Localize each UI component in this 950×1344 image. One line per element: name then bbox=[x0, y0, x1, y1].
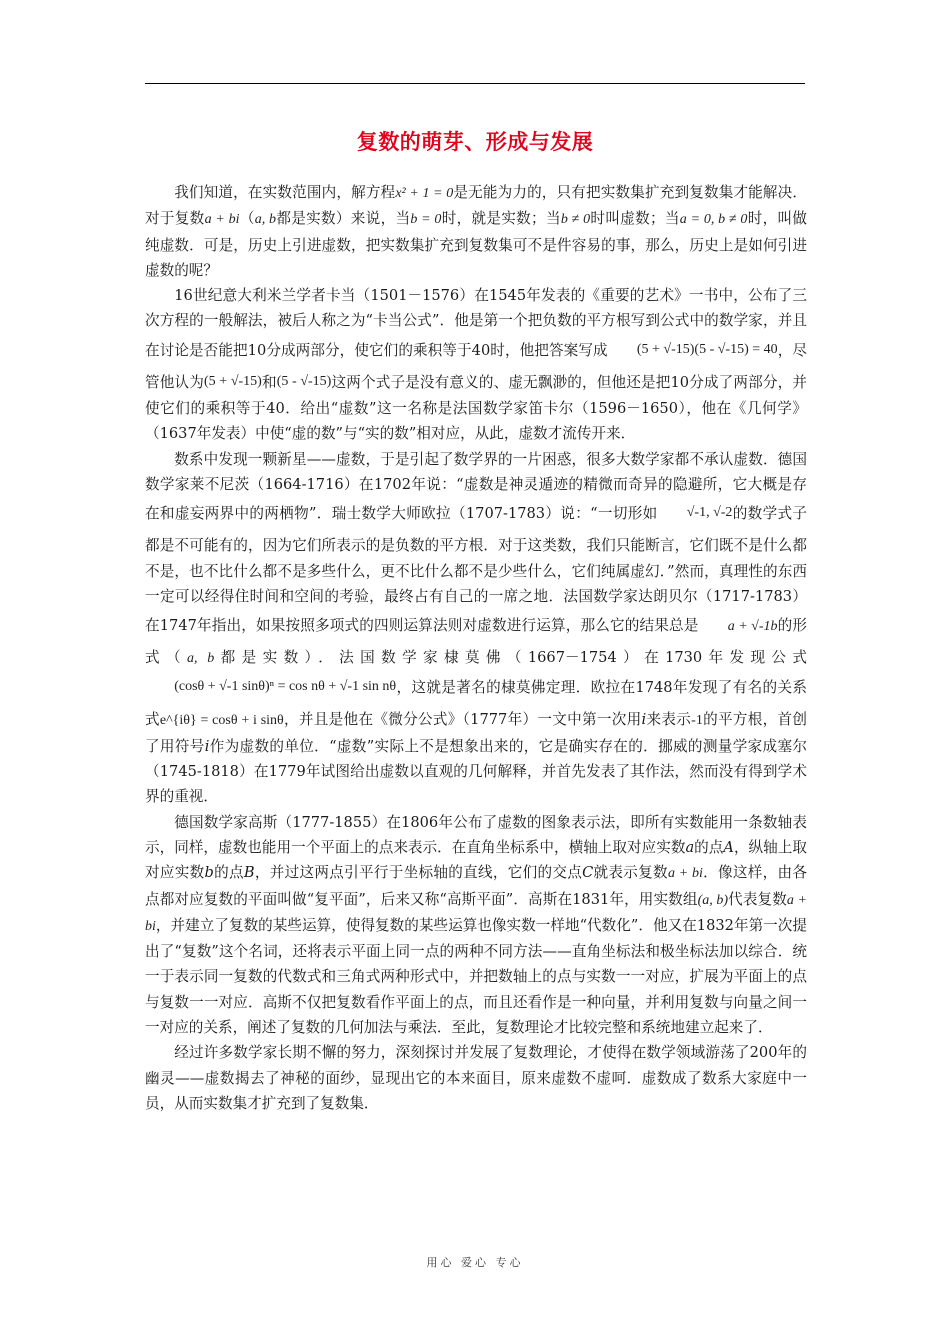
header-rule bbox=[145, 83, 805, 84]
condition-pure-imaginary: a = 0, b ≠ 0 bbox=[679, 212, 748, 228]
variables-a-b: a, b bbox=[186, 651, 215, 667]
condition-b-nonzero: b ≠ 0 bbox=[560, 212, 591, 228]
text: 数系中发现一颗新星——虚数，于是引起了数学界的一片困惑，很多大数学家都不承认虚数．德国数学家莱不尼茨（1664-1716）在1702年说：“虚数是神灵遁迹的精微而奇异的隐避所，它大概是存在和虚妄两界中的两栖物”．瑞士数学大师欧拉（1707-1783）说：“一切形如 bbox=[145, 450, 807, 523]
text: ，并且是他在《微分公式》（1777年）一文中第一次用 bbox=[283, 711, 642, 729]
text: 就表示复数 bbox=[593, 864, 668, 882]
text: 经过许多数学家长期不懈的努力，深刻探讨并发展了复数理论，才使得在数学领域游荡了200年的幽灵——虚数揭去了神秘的面纱，显现出它的本来面目，原来虚数不虚呵．虚数成了数系大家庭中一员，从而实数集才扩充到了复数集． bbox=[145, 1044, 807, 1112]
condition-b-zero: b = 0 bbox=[410, 212, 442, 228]
text: 都是实数）．法国数学家棣莫佛（1667－1754）在1730年发现公式 bbox=[214, 649, 807, 667]
symbol-i: i bbox=[641, 711, 647, 729]
point-A: A bbox=[723, 838, 734, 856]
paragraph-1 bbox=[145, 172, 807, 283]
text: 代表复数 bbox=[728, 890, 787, 908]
text: ，并过这两点引平行于坐标轴的直线，它们的交点 bbox=[254, 864, 583, 882]
text: 是无能为力的，只有把实数集扩充到复数集才能解决．对于复数 bbox=[145, 184, 807, 228]
text: 的数学式子都是不可能有的，因为它们所表示的是负数的平方根．对于这类数，我们只能断言，它们既不是什么都不是，也不比什么都不是多些什么，更不比什么都不是少些什么，它们纯属虚幻．”然而，真理性的东西一定可以经得住时间和空间的考验，最终占有自己的一席之地．法国数学家达朗贝尔（1717-1783）在1747年指出，如果按照多项式的四则运算法则对虚数进行运算，那么它的结果总是 bbox=[145, 505, 807, 635]
text: 我们知道，在实数范围内，解方程 bbox=[174, 184, 396, 201]
text: 这两个式子是没有意义的、虚无飘渺的，但他还是把10分成了两部分，并使它们的乘积等于40．给出“虚数”这一名称是法国数学家笛卡尔（1596－1650），他在《几何学》（1637年发表）中使“虚的数”与“实的数”相对应，从此，虚数才流传开来． bbox=[145, 373, 807, 443]
text: ．像这样，由各点都对应复数的平面叫做“复平面”，后来又称“高斯平面”．高斯在1831年，用实数组 bbox=[145, 864, 807, 908]
point-B: B bbox=[243, 864, 255, 882]
variables-a-b: a, b bbox=[254, 212, 277, 228]
expression-5-minus-root: (5 - √-15) bbox=[276, 373, 332, 389]
page-footer: 用心 爱心 专心 bbox=[426, 1256, 524, 1269]
euler-formula: e^{iθ} = cosθ + i sinθ bbox=[159, 713, 284, 729]
text: ，纵轴上取对应实数 bbox=[145, 838, 807, 882]
cardano-equation: (5 + √-15)(5 - √-15) = 40 bbox=[636, 341, 778, 357]
text: 来表示 bbox=[646, 711, 692, 729]
symbol-i: i bbox=[204, 737, 210, 755]
text: 16世纪意大利米兰学者卡当（1501－1576）在1545年发表的《重要的艺术》一书中，公布了三次方程的一般解法，被后人称之为“卡当公式”．他是第一个把负数的平方根写到公式中的数学家，并且在讨论是否能把10分成两部分，使它们的乘积等于40时，他把答案写成 bbox=[145, 287, 807, 359]
document-body bbox=[145, 172, 807, 1116]
text: 德国数学家高斯（1777-1855）在1806年公布了虚数的图象表示法，即所有实数能用一条数轴表示，同样，虚数也能用一个平面上的点来表示．在直角坐标系中，横轴上取对应实数 bbox=[145, 813, 807, 856]
form-a-root-b: a + √-1b bbox=[727, 619, 778, 635]
paragraph-2 bbox=[145, 283, 807, 446]
complex-number-a-bi: a + bi bbox=[145, 892, 807, 934]
text: 的点 bbox=[694, 838, 724, 856]
text: ，这就是著名的棣莫佛定理．欧拉在1748年发现了有名的关系式 bbox=[145, 679, 807, 729]
point-C: C bbox=[582, 864, 594, 882]
paragraph-3 bbox=[145, 447, 807, 810]
de-moivre-formula: (cosθ + √-1 sinθ)ⁿ = cos nθ + √-1 sin nθ bbox=[174, 679, 397, 695]
text: 时叫虚数；当 bbox=[590, 210, 680, 228]
complex-number-a-bi: a + bi bbox=[667, 866, 703, 882]
text: 和 bbox=[261, 373, 277, 391]
expression-5-plus-root: (5 + √-15) bbox=[203, 373, 262, 389]
complex-number-a-bi: a + bi bbox=[204, 212, 240, 228]
symbol-b: b bbox=[204, 864, 214, 882]
symbol-a: a bbox=[685, 838, 695, 856]
roots-expression: √-1, √-2 bbox=[686, 505, 733, 521]
paragraph-4 bbox=[145, 810, 807, 1041]
text: 作为虚数的单位．“虚数”实际上不是想象出来的，它是确实存在的．挪威的测量学家成塞尔（1745-1818）在1779年试图给出虚数以直观的几何解释，并首先发表了其作法，然而没有得到学术界的重视． bbox=[145, 737, 807, 806]
text: 都是实数）来说，当 bbox=[276, 210, 411, 228]
real-pair: (a, b) bbox=[697, 892, 729, 908]
text: 的平方根，首创了用符号 bbox=[145, 711, 807, 755]
text: 的形式（ bbox=[145, 617, 807, 667]
text: （ bbox=[239, 210, 255, 228]
text: 时，就是实数；当 bbox=[441, 210, 561, 228]
text: ，并建立了复数的某些运算，使得复数的某些运算也像实数一样地“代数化”．他又在1832年第一次提出了“复数”这个名词，还将表示平面上同一点的两种不同方法——直角坐标法和极坐标法加以综合．统一于表示同一复数的代数式和三角式两种形式中，并把数轴上的点与实数一一对应，扩展为平面上的点与复数一一对应．高斯不仅把复数看作平面上的点，而且还看作是一种向量，并利用复数与向量之间一一对应的关系，阐述了复数的几何加法与乘法．至此，复数理论才比较完整和系统地建立起来了． bbox=[145, 916, 807, 1037]
text: 时，叫做纯虚数．可是，历史上引进虚数，把实数集扩充到复数集可不是件容易的事，那么，历史上是如何引进虚数的呢？ bbox=[145, 210, 807, 279]
text: ，尽管他认为 bbox=[145, 341, 807, 391]
equation-x2-plus-1: x² + 1 = 0 bbox=[395, 186, 454, 201]
paragraph-5 bbox=[145, 1040, 807, 1116]
text: 的点 bbox=[213, 864, 244, 882]
minus-one: -1 bbox=[691, 713, 703, 729]
document-title: 复数的萌芽、形成与发展 bbox=[356, 130, 594, 154]
